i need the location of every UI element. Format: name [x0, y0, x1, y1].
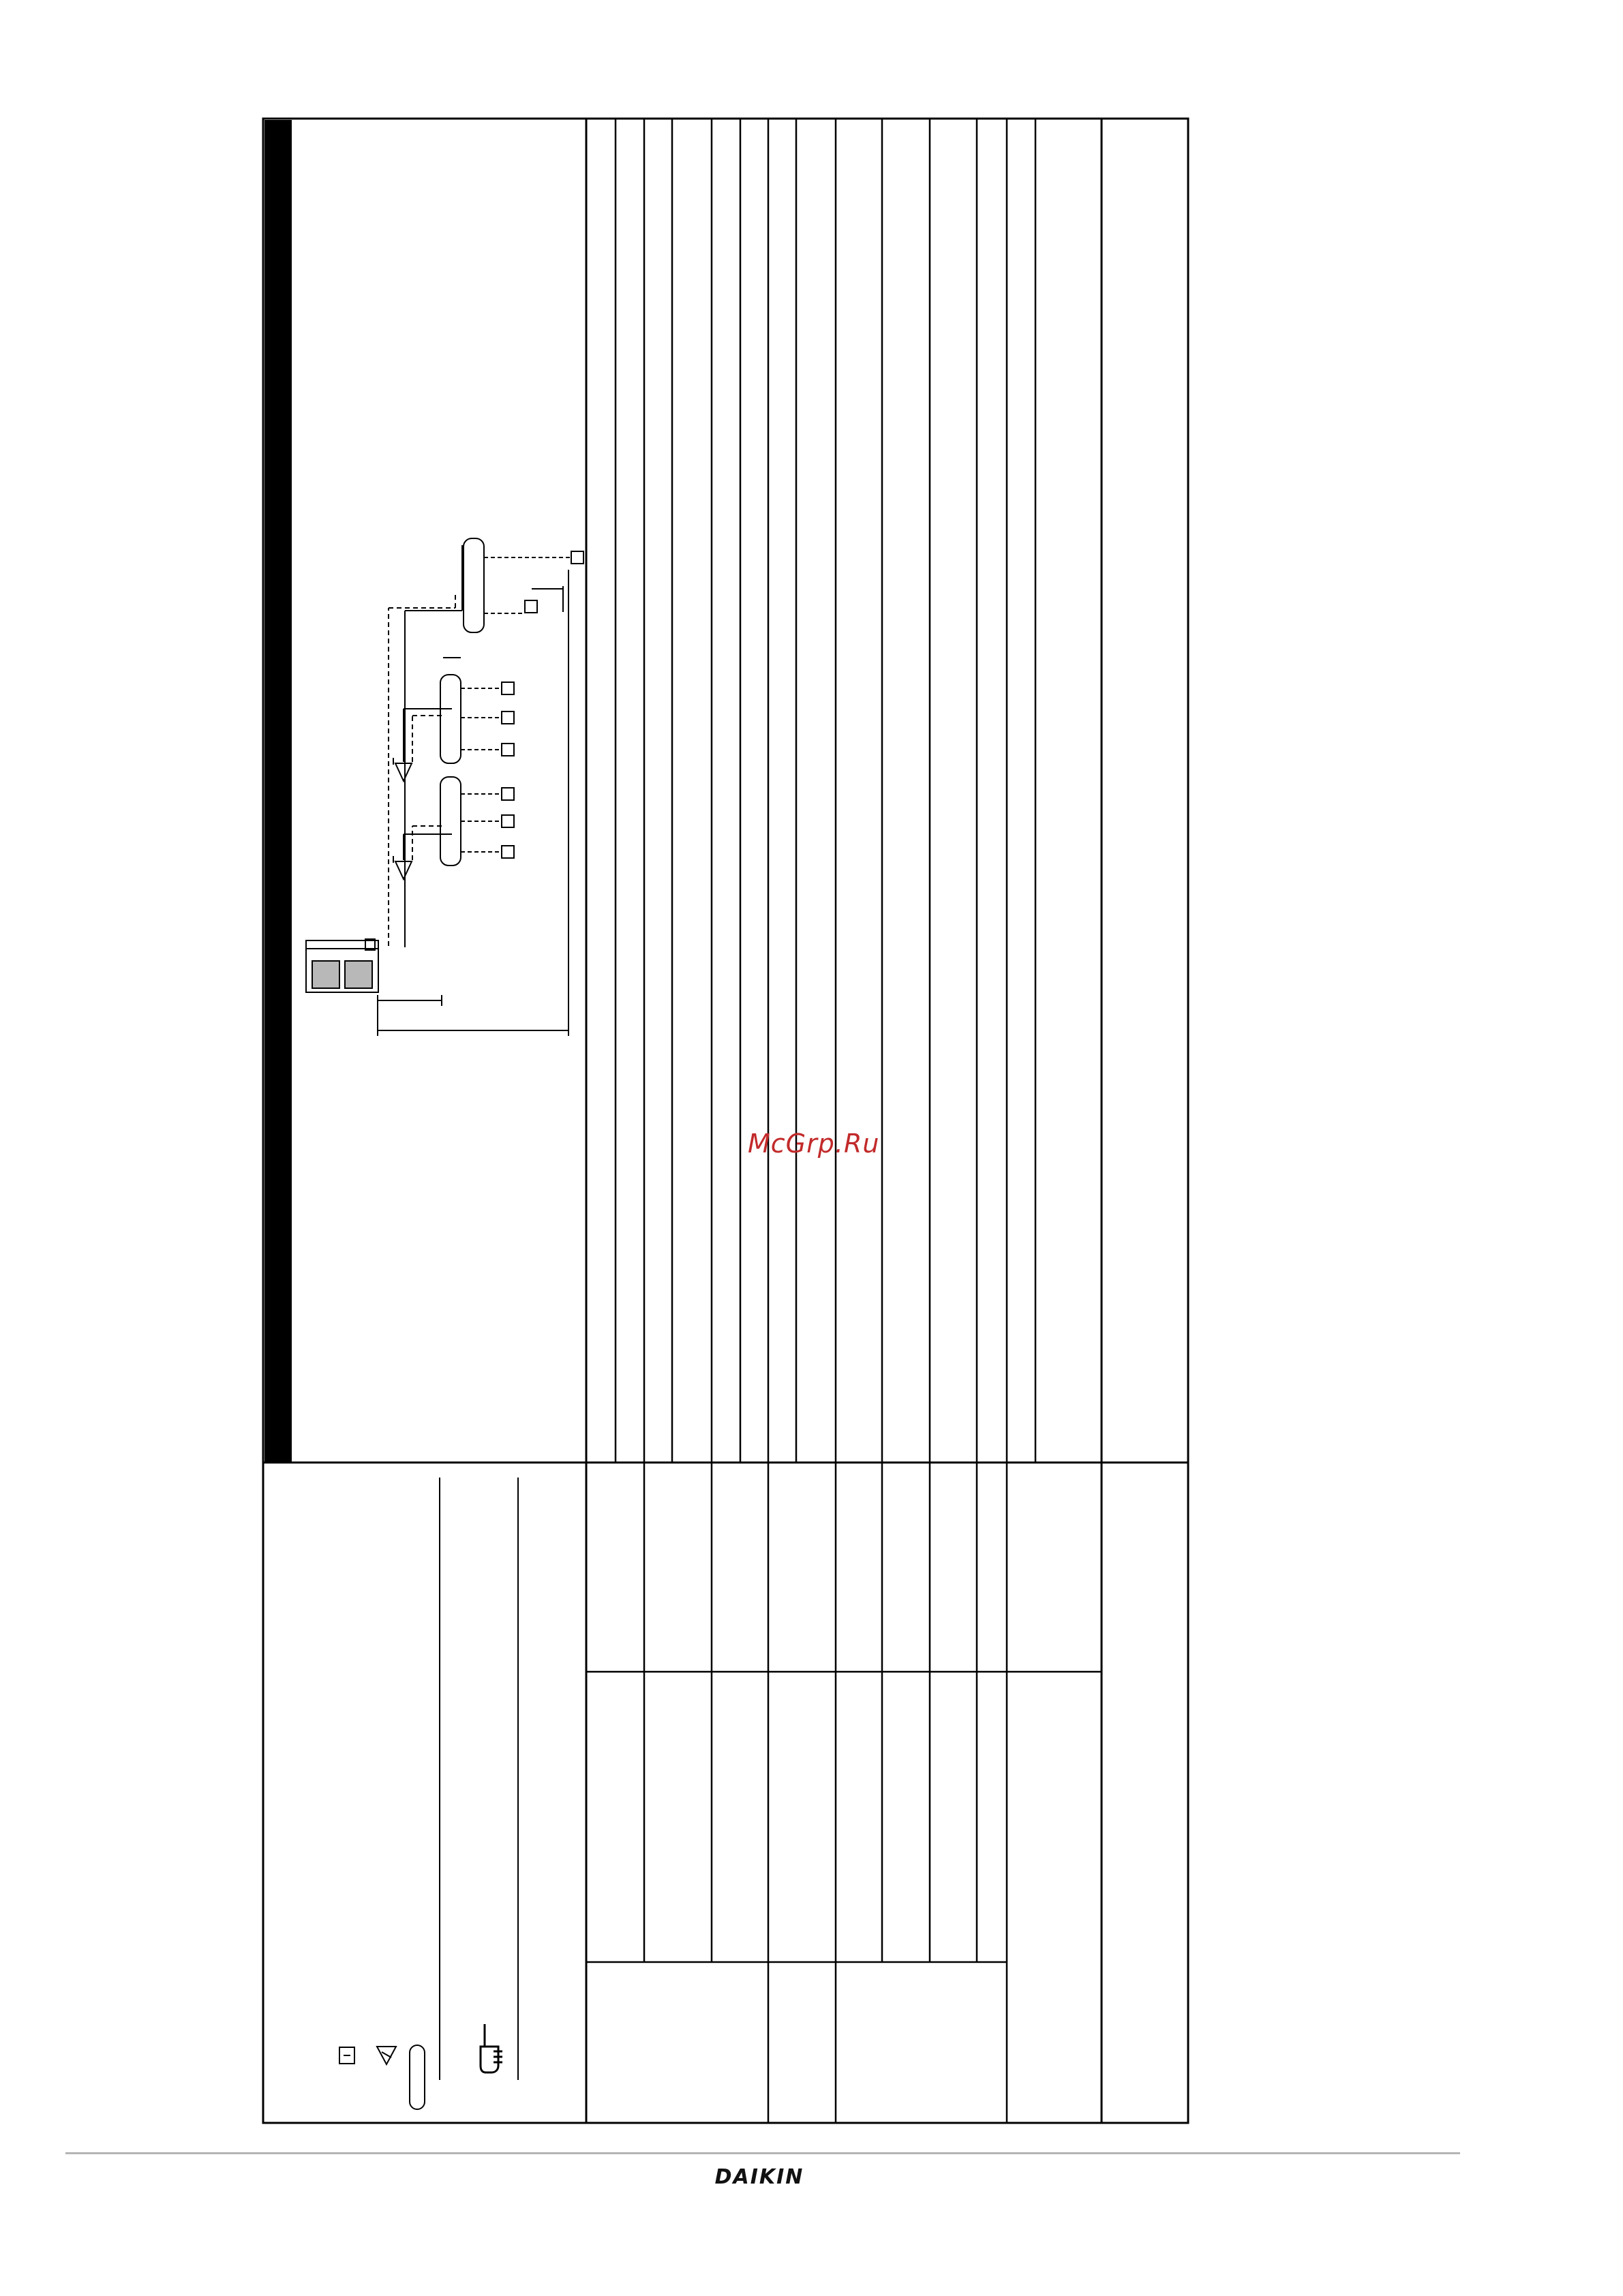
- unit-box-icon: [339, 2047, 354, 2064]
- daikin-logo: DAIKIN: [714, 2164, 804, 2189]
- table-frame: [263, 119, 1188, 2123]
- upper-column-lines: [616, 119, 1035, 1463]
- branch-triangle-icon: [377, 2047, 396, 2064]
- left-panel-guides: [440, 1478, 518, 2080]
- hand-pointer-icon: [481, 2024, 502, 2072]
- lower-grid-lines: [586, 1463, 1102, 2123]
- rounded-capsule-icon: [410, 2045, 425, 2109]
- watermark-text: McGrp.Ru: [748, 1129, 880, 1159]
- black-side-band: [264, 120, 292, 1462]
- legend-symbols: [339, 2024, 502, 2109]
- footer-rule: [65, 2152, 1460, 2154]
- piping-schematic: [306, 538, 583, 1036]
- outdoor-unit: [306, 939, 378, 992]
